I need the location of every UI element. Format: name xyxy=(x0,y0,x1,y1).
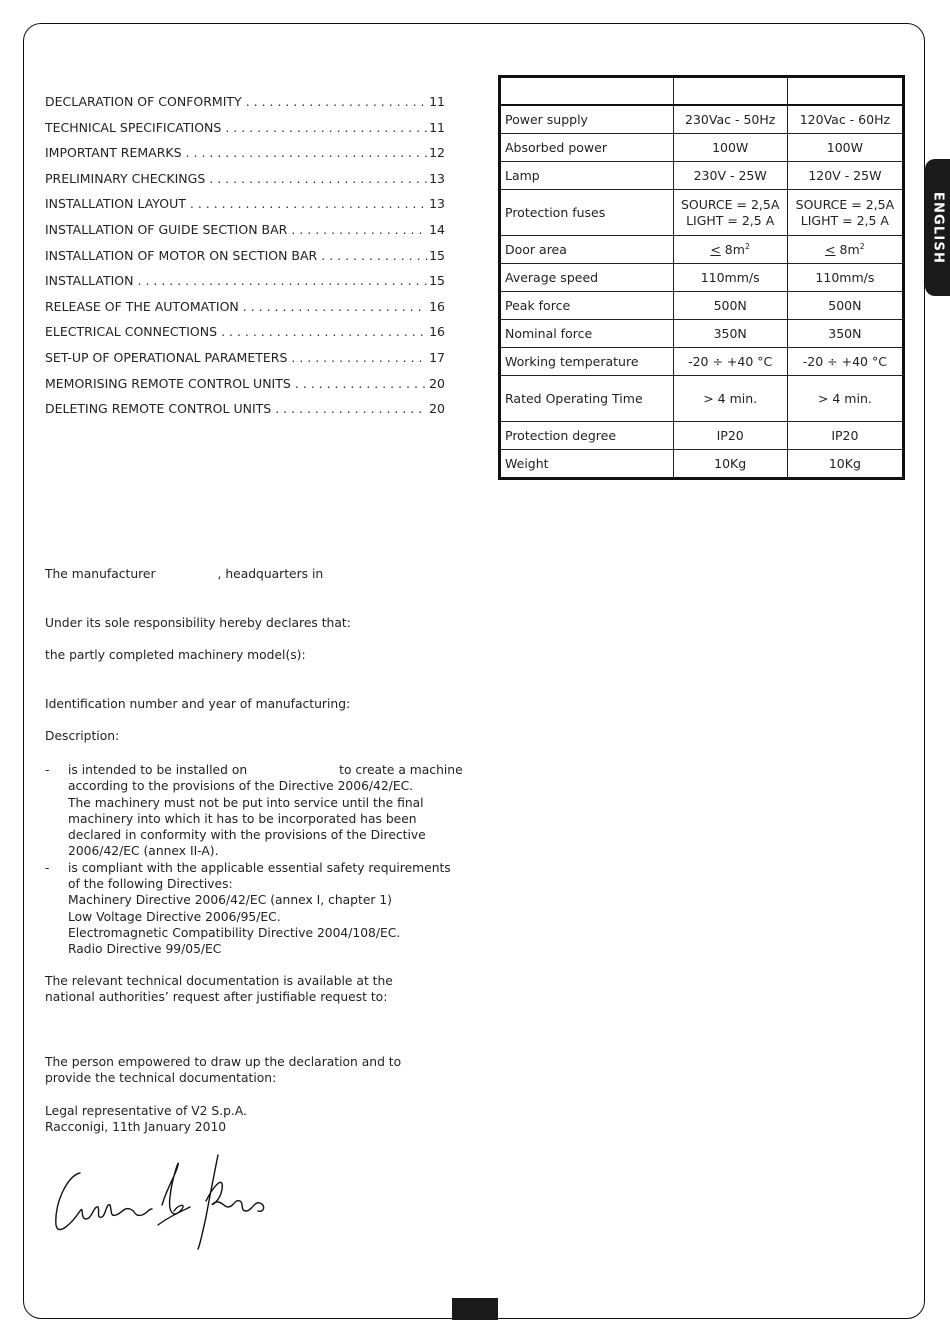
spec-value: 110mm/s xyxy=(673,264,787,292)
list-item xyxy=(45,860,465,958)
legal-representative: Legal representative of V2 S.p.A. xyxy=(45,1104,247,1118)
toc-leader-dots xyxy=(186,145,428,160)
toc-entry[interactable] xyxy=(45,299,445,325)
list-dash: - xyxy=(45,860,50,875)
table-of-contents xyxy=(45,94,445,427)
toc-entry-label: PRELIMINARY CHECKINGS xyxy=(45,170,206,186)
spec-value xyxy=(787,236,903,264)
spec-value: 120V - 25W xyxy=(787,162,903,190)
fuse-source: SOURCE = 2,5A xyxy=(795,196,895,212)
toc-entry-page: 11 xyxy=(429,119,445,135)
spec-label: Average speed xyxy=(500,264,674,292)
place-date: Racconigi, 11th January 2010 xyxy=(45,1120,227,1134)
spec-value: IP20 xyxy=(787,422,903,450)
toc-entry[interactable] xyxy=(45,324,445,350)
declaration-list xyxy=(45,762,465,958)
specifications-table xyxy=(498,75,905,480)
superscript: 2 xyxy=(859,241,865,251)
toc-entry-label: INSTALLATION xyxy=(45,273,134,289)
toc-entry-label: RELEASE OF THE AUTOMATION xyxy=(45,298,239,314)
table-row xyxy=(500,105,904,134)
spec-value: 10Kg xyxy=(787,450,903,479)
toc-leader-dots xyxy=(138,273,428,288)
spec-label: Rated Operating Time xyxy=(500,376,674,422)
spec-label: Peak force xyxy=(500,292,674,320)
toc-entry-page: 17 xyxy=(429,349,445,365)
toc-entry-label: INSTALLATION OF MOTOR ON SECTION BAR xyxy=(45,247,318,263)
spec-label: Door area xyxy=(500,236,674,264)
responsibility-line: Under its sole responsibility hereby declares that: xyxy=(45,616,351,630)
toc-entry-label: IMPORTANT REMARKS xyxy=(45,145,182,161)
header-cell xyxy=(787,77,903,106)
spec-value: 500N xyxy=(673,292,787,320)
language-tab-label: ENGLISH xyxy=(930,191,945,264)
toc-leader-dots xyxy=(291,350,427,365)
toc-entry-label: TECHNICAL SPECIFICATIONS xyxy=(45,119,222,135)
list-item-body xyxy=(68,762,465,860)
toc-entry-label: SET-UP OF OPERATIONAL PARAMETERS xyxy=(45,349,288,365)
toc-entry-page: 15 xyxy=(429,247,445,263)
fuse-source: SOURCE = 2,5A xyxy=(680,196,780,212)
spec-value: 350N xyxy=(787,320,903,348)
table-row xyxy=(500,162,904,190)
spec-label: Power supply xyxy=(500,105,674,134)
toc-entry-page: 20 xyxy=(429,375,445,391)
compliance-text: is compliant with the applicable essential safety requirements of the following Directives: Machinery Directive 2006/42/EC (annex I, chapter 1) Low Voltage Directive 2006/95/EC. Electromagnetic Compatibility Directive 2004/108/EC. Radio Directive 99/05/EC xyxy=(68,860,451,957)
toc-entry[interactable] xyxy=(45,376,445,402)
spec-value: 120Vac - 60Hz xyxy=(787,105,903,134)
signature xyxy=(50,1145,275,1250)
spec-label: Working temperature xyxy=(500,348,674,376)
directive-text: according to the provisions of the Directive 2006/42/EC. The machinery must not be put into service until the final machinery into which it has to be incorporated has been declared in conformity with the provisions of the Directive 2006/42/EC (annex II-A). xyxy=(68,779,426,859)
documentation-line: The relevant technical documentation is available at the national authorities’ request after justifiable request to: xyxy=(45,974,393,1005)
spec-value: 100W xyxy=(787,134,903,162)
less-equal-symbol: < xyxy=(710,242,721,258)
spec-value: -20 ÷ +40 °C xyxy=(787,348,903,376)
toc-entry[interactable] xyxy=(45,94,445,120)
toc-entry-page: 20 xyxy=(429,401,445,417)
toc-leader-dots xyxy=(295,376,427,391)
fuse-light: LIGHT = 2,5 A xyxy=(800,212,889,228)
toc-entry-label: ELECTRICAL CONNECTIONS xyxy=(45,324,218,340)
superscript: 2 xyxy=(744,241,751,251)
list-dash: - xyxy=(45,763,50,777)
spec-value: 500N xyxy=(787,292,903,320)
toc-entry-label: INSTALLATION OF GUIDE SECTION BAR xyxy=(45,221,288,237)
fuse-light: LIGHT = 2,5 A xyxy=(686,212,775,228)
area-value: 8m xyxy=(724,242,745,258)
table-row xyxy=(500,348,904,376)
toc-entry-page: 13 xyxy=(429,170,445,186)
language-tab xyxy=(925,159,950,296)
spec-value: IP20 xyxy=(673,422,787,450)
spec-value xyxy=(673,236,787,264)
table-row xyxy=(500,450,904,479)
toc-entry[interactable] xyxy=(45,222,445,248)
toc-entry-label: DECLARATION OF CONFORMITY xyxy=(45,94,242,109)
identification-line: Identification number and year of manufacturing: xyxy=(45,697,351,711)
toc-leader-dots xyxy=(209,171,427,186)
page-number-box xyxy=(452,1298,498,1320)
toc-entry-page: 14 xyxy=(429,221,445,237)
toc-leader-dots xyxy=(243,299,427,314)
manufacturer-line xyxy=(45,566,465,582)
toc-entry[interactable] xyxy=(45,273,445,299)
description-line: Description: xyxy=(45,729,120,743)
table-row xyxy=(500,320,904,348)
toc-entry[interactable] xyxy=(45,171,445,197)
spec-value: 230V - 25W xyxy=(673,162,787,190)
area-value: 8m xyxy=(839,242,860,258)
machine-text: to create a machine xyxy=(339,763,463,777)
toc-entry[interactable] xyxy=(45,350,445,376)
toc-entry-page: 13 xyxy=(429,196,445,212)
table-row xyxy=(500,236,904,264)
table-row xyxy=(500,292,904,320)
spec-value: 230Vac - 50Hz xyxy=(673,105,787,134)
empowered-line: The person empowered to draw up the declaration and to provide the technical documentation: xyxy=(45,1055,402,1086)
spec-value xyxy=(673,190,787,236)
toc-leader-dots xyxy=(190,196,427,211)
toc-leader-dots xyxy=(246,94,427,109)
toc-entry[interactable] xyxy=(45,145,445,171)
toc-leader-dots xyxy=(291,222,427,237)
table-row xyxy=(500,264,904,292)
toc-entry-page: 16 xyxy=(429,298,445,314)
toc-entry[interactable] xyxy=(45,401,445,427)
toc-leader-dots xyxy=(225,120,427,135)
manufacturer-text: The manufacturer xyxy=(45,567,156,581)
toc-leader-dots xyxy=(321,248,427,263)
table-header-row xyxy=(500,77,904,106)
spec-value: -20 ÷ +40 °C xyxy=(673,348,787,376)
spec-label: Lamp xyxy=(500,162,674,190)
spec-value: > 4 min. xyxy=(673,376,787,422)
spec-value: 10Kg xyxy=(673,450,787,479)
less-equal-symbol: < xyxy=(825,242,836,258)
header-cell xyxy=(673,77,787,106)
toc-entry-label: DELETING REMOTE CONTROL UNITS xyxy=(45,401,272,417)
toc-entry-label: INSTALLATION LAYOUT xyxy=(45,196,186,212)
spec-label: Weight xyxy=(500,450,674,479)
spec-value: 100W xyxy=(673,134,787,162)
toc-leader-dots xyxy=(275,401,427,416)
spec-value: 350N xyxy=(673,320,787,348)
list-item xyxy=(45,762,465,860)
toc-entry-page: 15 xyxy=(429,273,445,289)
toc-entry[interactable] xyxy=(45,120,445,146)
toc-leader-dots xyxy=(221,324,427,339)
table-row xyxy=(500,422,904,450)
models-line: the partly completed machinery model(s): xyxy=(45,648,306,662)
toc-entry-page: 16 xyxy=(429,324,445,340)
toc-entry-page: 11 xyxy=(429,94,445,109)
spec-label: Absorbed power xyxy=(500,134,674,162)
spec-label: Protection degree xyxy=(500,422,674,450)
install-text: is intended to be installed on xyxy=(68,763,248,777)
table-row xyxy=(500,190,904,236)
table-row xyxy=(500,134,904,162)
spec-label: Protection fuses xyxy=(500,190,674,236)
toc-entry[interactable] xyxy=(45,196,445,222)
spec-value: 110mm/s xyxy=(787,264,903,292)
headquarters-text: , headquarters in xyxy=(217,567,324,581)
spec-value: > 4 min. xyxy=(787,376,903,422)
toc-entry-page: 12 xyxy=(429,145,445,161)
table-row xyxy=(500,376,904,422)
spec-value xyxy=(787,190,903,236)
toc-entry-label: MEMORISING REMOTE CONTROL UNITS xyxy=(45,375,291,391)
header-cell xyxy=(500,77,674,106)
spec-label: Nominal force xyxy=(500,320,674,348)
toc-entry[interactable] xyxy=(45,248,445,274)
